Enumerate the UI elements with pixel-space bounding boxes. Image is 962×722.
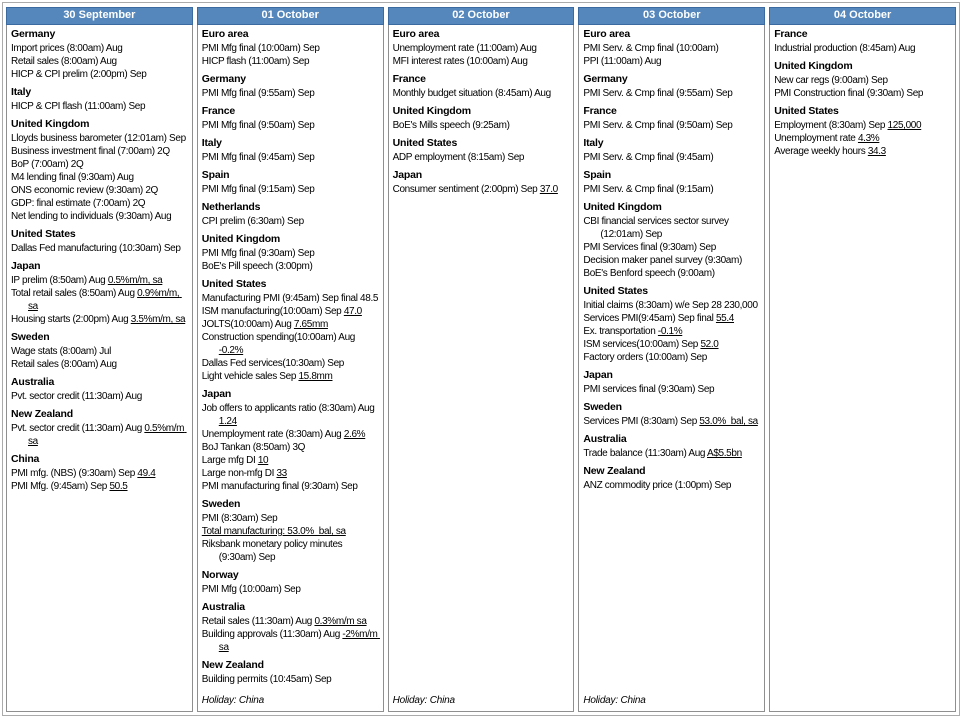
country-section	[583, 280, 760, 364]
holiday-note: Holiday: China	[583, 695, 646, 706]
event-line	[393, 183, 570, 196]
country-header: Sweden	[11, 331, 50, 343]
event-line	[202, 215, 379, 228]
event-line	[393, 87, 570, 100]
event-text: Unemployment rate	[774, 133, 858, 144]
event-text: Housing starts (2:00pm) Aug	[11, 314, 131, 325]
holiday-note: Holiday: China	[201, 695, 265, 706]
country-section	[583, 460, 760, 492]
event-value: 52.0	[700, 339, 719, 350]
day-column	[6, 7, 193, 712]
event-line	[583, 351, 760, 364]
date-header: 03 October	[578, 7, 765, 25]
event-value: 0.5%m/m sa	[28, 423, 187, 447]
event-line	[11, 480, 188, 493]
event-value: 15.8mm	[298, 371, 333, 382]
event-line	[583, 299, 760, 312]
date-header: 02 October	[388, 7, 575, 25]
event-line	[202, 357, 379, 370]
event-value: 33	[276, 468, 287, 479]
country-section	[202, 68, 379, 100]
country-section	[202, 383, 379, 493]
event-value: Total manufacturing: 53.0% bal, sa	[201, 526, 346, 537]
event-line	[774, 119, 951, 132]
event-line	[11, 158, 188, 171]
country-section	[774, 28, 951, 55]
country-header: United Kingdom	[583, 201, 662, 213]
calendar-grid	[6, 7, 956, 712]
event-line	[202, 318, 379, 331]
event-line	[11, 171, 188, 184]
event-line	[774, 42, 951, 55]
country-header: Sweden	[201, 498, 241, 510]
day-column	[197, 7, 384, 712]
event-line	[583, 183, 760, 196]
country-header: Euro area	[583, 28, 631, 40]
event-line	[202, 480, 379, 493]
country-header: Japan	[392, 169, 422, 181]
country-header: Germany	[201, 73, 246, 85]
country-header: France	[201, 105, 236, 117]
event-text: PMI Mfg final (9:45am) Sep	[201, 152, 315, 163]
day-events	[578, 25, 765, 712]
country-section	[393, 132, 570, 164]
event-value: 34.3	[867, 146, 886, 157]
country-section	[393, 164, 570, 196]
event-value: 0.3%m/m sa	[314, 616, 367, 627]
event-text: Business investment final (7:00am) 2Q	[11, 146, 170, 157]
event-value: 4.3%	[857, 133, 880, 144]
country-header: New Zealand	[201, 659, 264, 671]
event-line	[202, 615, 379, 628]
event-text: ISM services(10:00am) Sep	[583, 339, 701, 350]
event-line	[774, 132, 951, 145]
country-header: France	[774, 28, 808, 40]
day-events	[769, 25, 956, 712]
event-line	[202, 467, 379, 480]
country-section	[583, 28, 760, 68]
country-header: Germany	[583, 73, 628, 85]
country-section	[11, 326, 188, 371]
event-line	[11, 197, 188, 210]
event-text: ANZ commodity price (1:00pm) Sep	[583, 480, 732, 491]
country-section	[583, 364, 760, 396]
country-header: United Kingdom	[774, 60, 853, 72]
country-header: Spain	[583, 169, 611, 181]
event-text: Job offers to applicants ratio (8:30am) Aug	[201, 403, 377, 414]
event-value: 49.4	[137, 468, 156, 479]
event-text: PMI Serv. & Cmp final (9:50am) Sep	[583, 120, 733, 131]
event-text: Import prices (8:00am) Aug	[11, 43, 123, 54]
event-line	[583, 479, 760, 492]
event-text: Total retail sales (8:50am) Aug	[11, 288, 138, 299]
event-text: M4 lending final (9:30am) Aug	[11, 172, 134, 183]
event-line	[202, 119, 379, 132]
event-text: PMI manufacturing final (9:30am) Sep	[201, 481, 358, 492]
country-header: Australia	[11, 376, 55, 388]
event-text: PMI (8:30am) Sep	[201, 513, 278, 524]
event-line	[393, 55, 570, 68]
event-line	[11, 242, 188, 255]
country-section	[583, 396, 760, 428]
event-value: 53.0% bal, sa	[699, 416, 758, 427]
country-section	[202, 596, 379, 654]
event-line	[583, 383, 760, 396]
country-header: Euro area	[392, 28, 440, 40]
event-line	[202, 525, 379, 538]
country-header: Euro area	[201, 28, 249, 40]
country-header: Australia	[201, 601, 245, 613]
event-text: Retail sales (11:30am) Aug	[201, 616, 315, 627]
event-text: Services PMI (8:30am) Sep	[583, 416, 700, 427]
country-section	[583, 132, 760, 164]
country-section	[11, 28, 188, 81]
country-section	[774, 100, 951, 158]
holiday-note: Holiday: China	[392, 695, 455, 706]
event-line	[11, 184, 188, 197]
event-line	[11, 42, 188, 55]
event-text: PMI Mfg. (9:45am) Sep	[11, 481, 110, 492]
day-events	[388, 25, 575, 712]
country-section	[202, 164, 379, 196]
event-text: CBI financial services sector survey (12:01am) Sep	[583, 216, 732, 240]
event-line	[774, 145, 951, 158]
event-text: HICP flash (11:00am) Sep	[201, 56, 310, 67]
country-section	[583, 428, 760, 460]
event-line	[583, 87, 760, 100]
date-header: 04 October	[769, 7, 956, 25]
event-value: 0.5%m/m, sa	[107, 275, 163, 286]
country-section	[202, 273, 379, 383]
event-text: BoE's Pill speech (3:00pm)	[201, 261, 313, 272]
event-text: Dallas Fed services(10:30am) Sep	[201, 358, 344, 369]
event-text: Riksbank monetary policy minutes (9:30am) Sep	[201, 539, 345, 563]
country-section	[202, 132, 379, 164]
event-line	[202, 151, 379, 164]
event-line	[202, 247, 379, 260]
country-header: Italy	[201, 137, 222, 149]
country-header: Australia	[583, 433, 627, 445]
event-text: PMI Mfg final (9:30am) Sep	[201, 248, 315, 259]
event-text: GDP: final estimate (7:00am) 2Q	[11, 198, 146, 209]
event-text: HICP & CPI prelim (2:00pm) Sep	[11, 69, 147, 80]
event-text: Lloyds business barometer (12:01am) Sep	[11, 133, 186, 144]
event-text: BoP (7:00am) 2Q	[11, 159, 84, 170]
event-line	[583, 241, 760, 254]
event-value: 2.6%	[343, 429, 366, 440]
event-text: Decision maker panel survey (9:30am)	[583, 255, 742, 266]
event-value: -2%m/m sa	[218, 629, 380, 653]
event-line	[11, 100, 188, 113]
event-line	[202, 370, 379, 383]
country-section	[202, 228, 379, 273]
country-section	[583, 164, 760, 196]
event-text: PMI Mfg final (9:50am) Sep	[201, 120, 315, 131]
country-header: France	[583, 105, 617, 117]
event-line	[202, 428, 379, 441]
event-text: BoE's Benford speech (9:00am)	[583, 268, 715, 279]
event-line	[202, 441, 379, 454]
event-line	[202, 292, 379, 305]
event-text: Building permits (10:45am) Sep	[201, 674, 332, 685]
event-text: PPI (11:00am) Aug	[583, 56, 662, 67]
country-header: Germany	[11, 28, 56, 40]
event-text: ONS economic review (9:30am) 2Q	[11, 185, 158, 196]
event-text: Ex. transportation	[583, 326, 658, 337]
event-text: Dallas Fed manufacturing (10:30am) Sep	[11, 243, 181, 254]
event-text: PMI Mfg final (9:55am) Sep	[201, 88, 315, 99]
event-line	[11, 313, 188, 326]
event-text: Retail sales (8:00am) Aug	[11, 56, 117, 67]
country-header: Netherlands	[201, 201, 261, 213]
event-line	[774, 87, 951, 100]
country-header: Italy	[583, 137, 604, 149]
country-header: United States	[392, 137, 458, 149]
date-header: 30 September	[6, 7, 193, 25]
event-text: PMI Services final (9:30am) Sep	[583, 242, 716, 253]
country-section	[583, 196, 760, 280]
event-value: 37.0	[539, 184, 558, 195]
event-line	[202, 512, 379, 525]
country-header: United Kingdom	[392, 105, 471, 117]
event-line	[583, 119, 760, 132]
country-header: France	[392, 73, 426, 85]
country-header: Sweden	[583, 401, 622, 413]
event-text: Manufacturing PMI (9:45am) Sep final 48.5	[201, 293, 379, 304]
event-line	[583, 415, 760, 428]
country-section	[393, 68, 570, 100]
event-value: 10	[257, 455, 269, 466]
event-text: PMI Mfg final (10:00am) Sep	[201, 43, 320, 54]
event-text: Net lending to individuals (9:30am) Aug	[11, 211, 172, 222]
event-text: New car regs (9:00am) Sep	[774, 75, 888, 86]
event-text: Light vehicle sales Sep	[201, 371, 299, 382]
event-text: HICP & CPI flash (11:00am) Sep	[11, 101, 146, 112]
country-header: Japan	[11, 260, 41, 272]
event-value: 0.9%m/m, sa	[28, 288, 182, 312]
event-value: 55.4	[715, 313, 735, 324]
event-value: 3.5%m/m, sa	[130, 314, 186, 325]
country-section	[11, 113, 188, 223]
country-section	[202, 100, 379, 132]
event-line	[11, 287, 188, 313]
event-text: Monthly budget situation (8:45am) Aug	[392, 88, 551, 99]
country-header: United States	[774, 105, 839, 117]
country-header: New Zealand	[11, 408, 73, 420]
event-line	[202, 55, 379, 68]
event-text: Large mfg DI	[201, 455, 258, 466]
event-text: JOLTS(10:00am) Aug	[201, 319, 294, 330]
day-events	[6, 25, 193, 712]
day-column	[578, 7, 765, 712]
event-text: BoJ Tankan (8:50am) 3Q	[201, 442, 306, 453]
country-section	[393, 28, 570, 68]
country-header: New Zealand	[583, 465, 646, 477]
event-line	[583, 215, 760, 241]
event-text: Large non-mfg DI	[201, 468, 277, 479]
country-header: United Kingdom	[201, 233, 281, 245]
country-header: United Kingdom	[11, 118, 90, 130]
event-line	[11, 55, 188, 68]
event-line	[202, 260, 379, 273]
event-text: Wage stats (8:00am) Jul	[11, 346, 111, 357]
event-text: PMI mfg. (NBS) (9:30am) Sep	[11, 468, 138, 479]
event-text: Pvt. sector credit (11:30am) Aug	[11, 423, 145, 434]
event-value: -0.1%	[657, 326, 683, 337]
country-header: United States	[11, 228, 76, 240]
country-section	[202, 564, 379, 596]
event-line	[202, 331, 379, 357]
event-line	[202, 673, 379, 686]
event-line	[583, 338, 760, 351]
country-header: United States	[201, 278, 267, 290]
event-line	[583, 42, 760, 55]
event-text: ADP employment (8:15am) Sep	[392, 152, 525, 163]
event-text: Factory orders (10:00am) Sep	[583, 352, 707, 363]
event-value: A$5.5bn	[707, 448, 742, 459]
country-section	[202, 493, 379, 564]
event-value: 50.5	[109, 481, 128, 492]
event-text: Consumer sentiment (2:00pm) Sep	[392, 184, 540, 195]
date-header: 01 October	[197, 7, 384, 25]
event-line	[202, 305, 379, 318]
event-line	[583, 151, 760, 164]
event-text: Industrial production (8:45am) Aug	[774, 43, 916, 54]
event-text: Building approvals (11:30am) Aug	[201, 629, 343, 640]
day-events	[197, 25, 384, 712]
country-section	[202, 28, 379, 68]
event-line	[393, 42, 570, 55]
event-text: PMI Serv. & Cmp final (9:45am)	[583, 152, 714, 163]
event-line	[11, 390, 188, 403]
event-line	[11, 68, 188, 81]
event-line	[583, 447, 760, 460]
event-text: Trade balance (11:30am) Aug	[583, 448, 708, 459]
event-line	[583, 325, 760, 338]
event-text: PMI Mfg (10:00am) Sep	[201, 584, 301, 595]
event-value: -0.2%	[218, 345, 244, 356]
country-section	[393, 100, 570, 132]
event-value: 47.0	[343, 306, 362, 317]
event-line	[583, 267, 760, 280]
event-line	[11, 210, 188, 223]
country-section	[11, 448, 188, 493]
event-text: Unemployment rate (11:00am) Aug	[392, 43, 537, 54]
country-header: United States	[583, 285, 648, 297]
event-text: CPI prelim (6:30am) Sep	[201, 216, 304, 227]
day-column	[388, 7, 575, 712]
country-header: Japan	[201, 388, 232, 400]
event-text: BoE's Mills speech (9:25am)	[392, 120, 510, 131]
event-line	[202, 454, 379, 467]
event-text: PMI Mfg final (9:15am) Sep	[201, 184, 315, 195]
event-text: Average weekly hours	[774, 146, 868, 157]
country-section	[774, 55, 951, 100]
event-line	[583, 254, 760, 267]
country-section	[11, 371, 188, 403]
event-line	[11, 145, 188, 158]
event-line	[11, 274, 188, 287]
country-header: Norway	[201, 569, 239, 581]
country-section	[202, 196, 379, 228]
event-text: Services PMI(9:45am) Sep final	[583, 313, 716, 324]
event-line	[583, 55, 760, 68]
event-line	[202, 42, 379, 55]
country-header: China	[11, 453, 40, 465]
event-text: ISM manufacturing(10:00am) Sep	[201, 306, 344, 317]
event-text: IP prelim (8:50am) Aug	[11, 275, 108, 286]
country-section	[11, 223, 188, 255]
event-line	[393, 119, 570, 132]
event-text: PMI services final (9:30am) Sep	[583, 384, 715, 395]
event-text: Initial claims (8:30am) w/e Sep 28 230,000	[583, 300, 758, 311]
country-section	[11, 81, 188, 113]
event-text: PMI Serv. & Cmp final (9:15am)	[583, 184, 714, 195]
event-line	[202, 402, 379, 428]
economic-calendar-page	[2, 2, 960, 716]
event-text: MFI interest rates (10:00am) Aug	[392, 56, 528, 67]
country-section	[583, 100, 760, 132]
event-value: 1.24	[218, 416, 237, 427]
country-header: Spain	[201, 169, 230, 181]
event-text: PMI Serv. & Cmp final (9:55am) Sep	[583, 88, 733, 99]
event-line	[11, 467, 188, 480]
event-line	[202, 628, 379, 654]
event-value: 7.65mm	[293, 319, 328, 330]
event-value: 125,000	[887, 120, 922, 131]
event-line	[11, 358, 188, 371]
event-line	[774, 74, 951, 87]
event-line	[583, 312, 760, 325]
country-header: Italy	[11, 86, 32, 98]
country-section	[202, 654, 379, 686]
country-section	[11, 403, 188, 448]
event-line	[202, 583, 379, 596]
event-text: Unemployment rate (8:30am) Aug	[201, 429, 344, 440]
event-line	[11, 345, 188, 358]
day-column	[769, 7, 956, 712]
event-text: Pvt. sector credit (11:30am) Aug	[11, 391, 142, 402]
event-text: Retail sales (8:00am) Aug	[11, 359, 117, 370]
event-line	[11, 132, 188, 145]
event-text: PMI Construction final (9:30am) Sep	[774, 88, 924, 99]
country-header: Japan	[583, 369, 613, 381]
event-line	[202, 538, 379, 564]
country-section	[11, 255, 188, 326]
event-line	[202, 183, 379, 196]
event-text: Employment (8:30am) Sep	[774, 120, 888, 131]
event-text: Construction spending(10:00am) Aug	[201, 332, 358, 343]
event-line	[393, 151, 570, 164]
event-line	[11, 422, 188, 448]
event-line	[202, 87, 379, 100]
event-text: PMI Serv. & Cmp final (10:00am)	[583, 43, 719, 54]
country-section	[583, 68, 760, 100]
